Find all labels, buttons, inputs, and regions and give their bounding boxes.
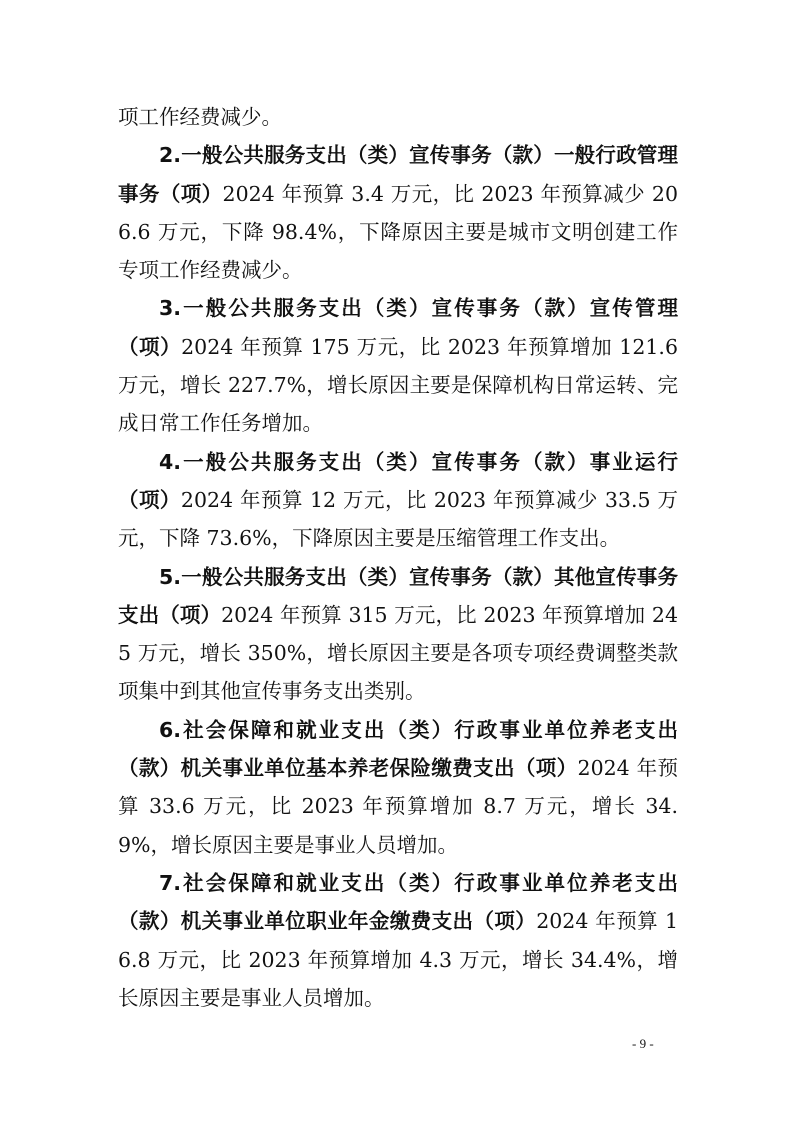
paragraph-item-6 xyxy=(118,711,678,864)
item-2-body: 2024 年预算 3.4 万元，比 2023 年预算减少 206.6 万元，下降 98.4%，下降原因主要是城市文明创建工作专项工作经费减少。 xyxy=(118,181,678,283)
item-5-heading: 5.一般公共服务支出（类）宣传事务（款）其他宣传事务支出（项） xyxy=(118,564,678,627)
item-2-heading: 2.一般公共服务支出（类）宣传事务（款）一般行政管理事务（项） xyxy=(118,143,678,206)
page-number: - 9 - xyxy=(632,1036,654,1051)
item-3-body: 2024 年预算 175 万元，比 2023 年预算增加 121.6 万元，增长 227.7%，增长原因主要是保障机构日常运转、完成日常工作任务增加。 xyxy=(118,334,678,436)
item-7-body: 2024 年预算 16.8 万元，比 2023 年预算增加 4.3 万元，增长 34.4%，增长原因主要是事业人员增加。 xyxy=(118,909,678,1010)
paragraph-item-5 xyxy=(118,558,678,711)
paragraph-item-4 xyxy=(118,443,678,558)
item-4-body: 2024 年预算 12 万元，比 2023 年预算减少 33.5 万元，下降 73.6%，下降原因主要是压缩管理工作支出。 xyxy=(118,487,678,551)
continuation-paragraph: 项工作经费减少。 xyxy=(118,105,282,129)
document-body xyxy=(118,98,678,1017)
item-3-heading: 3.一般公共服务支出（类）宣传事务（款）宣传管理（项） xyxy=(118,296,678,359)
item-5-body: 2024 年预算 315 万元，比 2023 年预算增加 245 万元，增长 350%，增长原因主要是各项专项经费调整类款项集中到其他宣传事务支出类别。 xyxy=(118,602,679,704)
paragraph-item-7 xyxy=(118,864,678,1017)
item-7-heading: 7.社会保障和就业支出（类）行政事业单位养老支出（款）机关事业单位职业年金缴费支出（项） xyxy=(118,870,678,934)
item-6-body: 2024 年预算 33.6 万元，比 2023 年预算增加 8.7 万元，增长 34.9%，增长原因主要是事业人员增加。 xyxy=(118,756,679,857)
paragraph-item-2 xyxy=(118,136,678,289)
item-4-heading: 4.一般公共服务支出（类）宣传事务（款）事业运行（项） xyxy=(118,449,678,512)
paragraph-item-3 xyxy=(118,289,678,442)
item-6-heading: 6.社会保障和就业支出（类）行政事业单位养老支出（款）机关事业单位基本养老保险缴费支出（项） xyxy=(118,717,678,781)
